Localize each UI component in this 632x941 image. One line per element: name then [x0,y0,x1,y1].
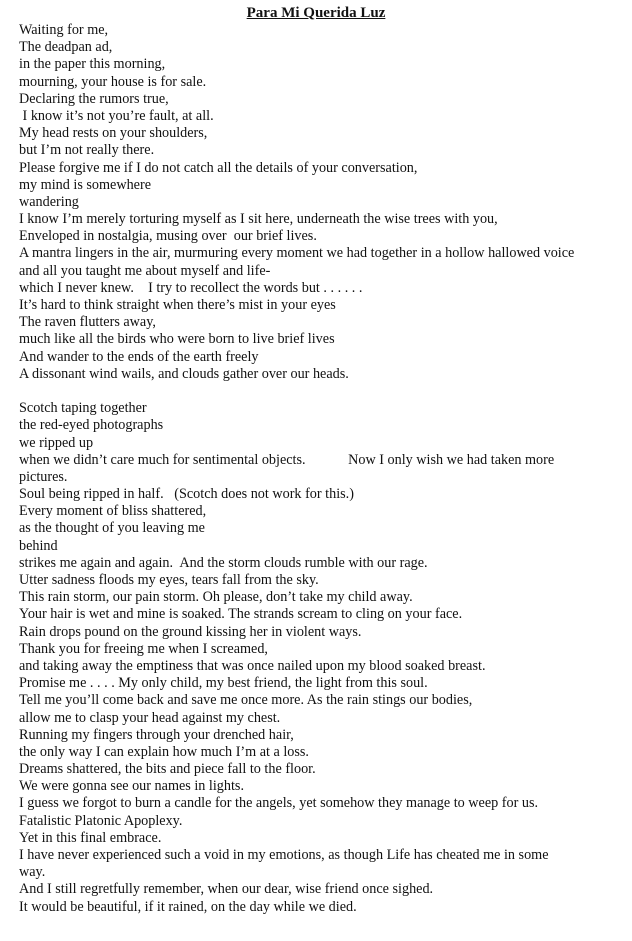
poem-line: I guess we forgot to burn a candle for the angels, yet somehow they manage to weep for us. [19,795,539,812]
poem-line: Every moment of bliss shattered, [19,503,207,520]
poem-line: and all you taught me about myself and life- [19,262,271,279]
poem-line: Enveloped in nostalgia, musing over our brief lives. [19,228,317,245]
poem-line: we ripped up [19,434,94,451]
poem-line: the red-eyed photographs [19,417,164,434]
poem-line: I know I’m merely torturing myself as I sit here, underneath the wise trees with you, [19,211,498,228]
poem-line: Please forgive me if I do not catch all the details of your conversation, [19,159,418,176]
poem-line: Scotch taping together [19,400,147,417]
poem-line: I have never experienced such a void in my emotions, as though Life has cheated me in some [19,847,549,863]
poem-line: Your hair is wet and mine is soaked. The strands scream to cling on your face. [19,606,463,623]
poem-line: much like all the birds who were born to live brief lives [19,331,335,348]
poem-line: The raven flutters away, [19,314,156,331]
poem-line: Declaring the rumors true, [19,90,169,107]
poem-line: Rain drops pound on the ground kissing her in violent ways. [19,623,362,640]
poem-line: behind [19,537,58,554]
poem-line: The deadpan ad, [19,39,113,56]
poem-line: We were gonna see our names in lights. [19,778,245,795]
poem-body [19,22,619,916]
poem-line: but I’m not really there. [19,142,155,159]
poem-line: And wander to the ends of the earth freely [19,348,259,365]
poem-title: Para Mi Querida Luz [246,5,386,21]
poem-line: A dissonant wind wails, and clouds gather over our heads. [19,365,349,382]
poem-line: strikes me again and again. And the storm clouds rumble with our rage. [19,554,428,571]
poem-line: Promise me . . . . My only child, my best friend, the light from this soul. [19,675,428,692]
poem-line: This rain storm, our pain storm. Oh please, don’t take my child away. [19,589,413,606]
poem-line: way. [19,864,46,881]
poem-line: It’s hard to think straight when there’s mist in your eyes [19,297,336,313]
poem-line: mourning, your house is for sale. [19,73,207,90]
poem-line: Soul being ripped in half. (Scotch does not work for this.) [19,486,354,503]
stanza-1 [19,22,619,383]
poem-line: Thank you for freeing me when I screamed, [19,640,268,657]
poem-line: pictures. [19,468,68,485]
poem-line: wandering [19,193,79,210]
poem-line: the only way I can explain how much I’m at a loss. [19,743,309,760]
poem-line: my mind is somewhere [19,176,152,193]
poem-line: Running my fingers through your drenched hair, [19,726,294,743]
stanza-2 [19,400,619,916]
stanza-break [19,383,619,400]
poem-line: Tell me you’ll come back and save me once more. As the rain stings our bodies, [19,692,473,709]
poem-line: which I never knew. I try to recollect the words but . . . . . . [19,279,363,296]
poem-line: when we didn’t care much for sentimental objects. Now I only wish we had taken more [19,451,555,468]
poem-line: I know it’s not you’re fault, at all. [19,107,214,124]
poem-line: as the thought of you leaving me [19,520,205,537]
poem-line: in the paper this morning, [19,56,166,73]
poem-line: Waiting for me, [19,22,109,38]
poem-line: It would be beautiful, if it rained, on the day while we died. [19,898,357,915]
poem-line: My head rests on your shoulders, [19,125,208,142]
poem-line: allow me to clasp your head against my chest. [19,709,281,726]
poem-line: Dreams shattered, the bits and piece fall to the floor. [19,761,316,778]
poem-line: Utter sadness floods my eyes, tears fall from the sky. [19,572,319,588]
poem-line: And I still regretfully remember, when our dear, wise friend once sighed. [19,881,434,898]
poem-line: A mantra lingers in the air, murmuring every moment we had together in a hollow hallowed voice [19,245,575,262]
poem-line: Fatalistic Platonic Apoplexy. [19,812,183,829]
poem-line: Yet in this final embrace. [19,829,162,846]
poem-line: and taking away the emptiness that was once nailed upon my blood soaked breast. [19,657,486,674]
